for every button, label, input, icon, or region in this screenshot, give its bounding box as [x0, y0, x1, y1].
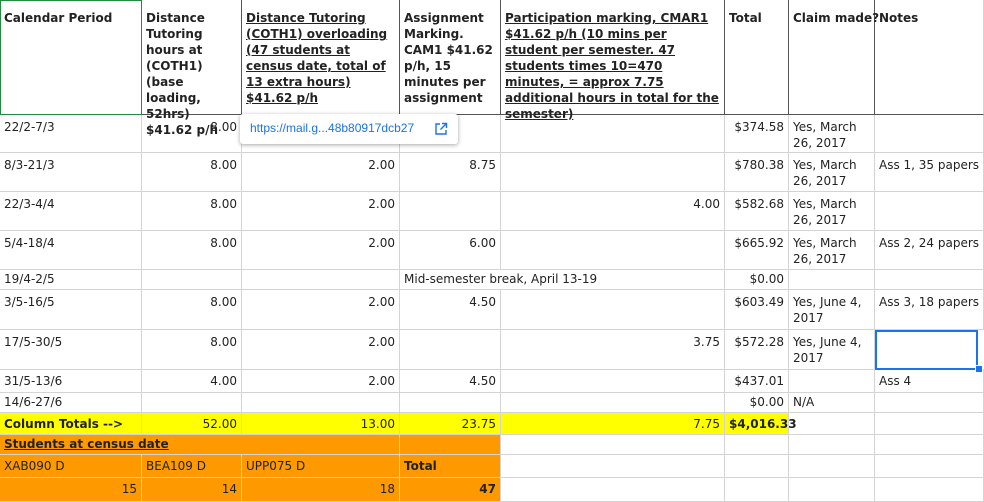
cell-period[interactable]: 22/3-4/4 — [0, 192, 142, 231]
census-empty[interactable] — [242, 435, 400, 455]
census-value-3[interactable]: 18 — [242, 478, 400, 502]
cell-claim[interactable]: Yes, March 26, 2017 — [789, 153, 875, 192]
cell-assign[interactable] — [400, 330, 501, 370]
totals-base[interactable]: 52.00 — [142, 413, 242, 435]
cell-base[interactable]: 8.00 — [142, 153, 242, 192]
census-value-1[interactable]: 15 — [0, 478, 142, 502]
cell-overload[interactable]: 2.00 — [242, 370, 400, 393]
cell-partic[interactable]: 3.75 — [501, 330, 725, 370]
selected-cell-notes[interactable] — [875, 330, 978, 370]
cell-partic[interactable] — [501, 370, 725, 393]
cell-notes[interactable]: Ass 2, 24 papers — [875, 231, 984, 270]
cell-total[interactable]: $0.00 — [725, 270, 789, 290]
cell-assign[interactable]: 6.00 — [400, 231, 501, 270]
cell-empty[interactable] — [789, 478, 875, 502]
link-preview-chip[interactable] — [240, 114, 458, 144]
cell-period[interactable]: 5/4-18/4 — [0, 231, 142, 270]
cell-overload[interactable]: 2.00 — [242, 290, 400, 330]
cell-claim[interactable]: Yes, June 4, 2017 — [789, 290, 875, 330]
cell-base[interactable]: 8.00 — [142, 115, 242, 153]
table-row — [0, 393, 984, 413]
census-title[interactable]: Students at census date — [0, 435, 242, 455]
cell-base[interactable]: 8.00 — [142, 330, 242, 370]
header-base-text: Distance Tutoring hours at (COTH1) (base loading, 52hrs) $41.62 p/h — [146, 11, 218, 137]
cell-total[interactable]: $780.38 — [725, 153, 789, 192]
cell-claim[interactable]: Yes, March 26, 2017 — [789, 231, 875, 270]
cell-empty[interactable] — [789, 435, 875, 455]
header-partic-text: Participation marking, CMAR1 $41.62 p/h (10 mins per student per semester. 47 students times 10=470 minutes, = approx 7.75 additional hours in total for the semester) — [505, 11, 719, 121]
cell-empty[interactable] — [789, 455, 875, 478]
census-values-row — [0, 478, 984, 502]
cell-notes[interactable] — [875, 115, 984, 153]
cell-empty[interactable] — [875, 478, 984, 502]
cell-assign[interactable] — [400, 192, 501, 231]
cell-total[interactable]: $437.01 — [725, 370, 789, 393]
cell-empty[interactable] — [501, 455, 725, 478]
census-title-row — [0, 435, 984, 455]
cell-empty[interactable] — [725, 435, 789, 455]
totals-row — [0, 413, 984, 435]
totals-assign[interactable]: 23.75 — [400, 413, 501, 435]
cell-base[interactable]: 8.00 — [142, 192, 242, 231]
cell-total[interactable]: $374.58 — [725, 115, 789, 153]
census-empty[interactable] — [400, 435, 501, 455]
cell-overflow — [978, 330, 984, 370]
cell-overload[interactable]: 2.00 — [242, 330, 400, 370]
cell-notes[interactable]: Ass 3, 18 papers — [875, 290, 984, 330]
cell-partic[interactable] — [501, 290, 725, 330]
cell-empty[interactable] — [501, 478, 725, 502]
cell-period[interactable]: 22/2-7/3 — [0, 115, 142, 153]
cell-empty[interactable] — [875, 455, 984, 478]
cell-partic[interactable] — [501, 270, 725, 290]
cell-claim[interactable]: Yes, March 26, 2017 — [789, 115, 875, 153]
cell-partic[interactable] — [501, 115, 725, 153]
cell-assign-break[interactable]: Mid-semester break, April 13-19 — [400, 270, 501, 290]
cell-notes[interactable]: Ass 4 — [875, 370, 984, 393]
census-value-2[interactable]: 14 — [142, 478, 242, 502]
census-header-row — [0, 455, 984, 478]
header-calendar-period[interactable] — [0, 0, 142, 115]
cell-total[interactable]: $0.00 — [725, 393, 789, 413]
header-claim-text: Claim made? — [793, 11, 880, 25]
cell-claim[interactable]: Yes, March 26, 2017 — [789, 192, 875, 231]
table-row — [0, 231, 984, 270]
cell-notes[interactable]: Ass 1, 35 papers — [875, 153, 984, 192]
table-row — [0, 290, 984, 330]
header-notes-text: Notes — [879, 11, 919, 25]
link-preview-url[interactable]: https://mail.g...48b80917dcb27 — [250, 121, 415, 135]
cell-partic[interactable] — [501, 393, 725, 413]
cell-partic[interactable] — [501, 153, 725, 192]
cell-base[interactable]: 4.00 — [142, 370, 242, 393]
cell-claim[interactable] — [789, 370, 875, 393]
cell-period[interactable]: 8/3-21/3 — [0, 153, 142, 192]
census-value-total[interactable]: 47 — [400, 478, 501, 502]
cell-period[interactable]: 19/4-2/5 — [0, 270, 142, 290]
totals-total[interactable]: $4,016.33 — [725, 413, 789, 435]
cell-assign[interactable]: 4.50 — [400, 370, 501, 393]
table-row — [0, 192, 984, 231]
cell-claim[interactable] — [789, 270, 875, 290]
census-total-label[interactable]: Total — [400, 455, 501, 478]
cell-assign[interactable] — [400, 393, 501, 413]
header-claim[interactable] — [789, 0, 880, 115]
header-notes[interactable] — [875, 0, 984, 115]
cell-partic[interactable] — [501, 231, 725, 270]
cell-assign[interactable]: 8.75 — [400, 153, 501, 192]
cell-overload[interactable] — [242, 270, 400, 290]
cell-period[interactable]: 17/5-30/5 — [0, 330, 142, 370]
header-period-text: Calendar Period — [4, 11, 113, 25]
cell-partic[interactable]: 4.00 — [501, 192, 725, 231]
cell-base[interactable]: 8.00 — [142, 231, 242, 270]
cell-period[interactable]: 3/5-16/5 — [0, 290, 142, 330]
cell-notes[interactable] — [875, 192, 984, 231]
cell-period[interactable]: 14/6-27/6 — [0, 393, 142, 413]
header-overload[interactable] — [242, 0, 400, 115]
cell-total[interactable]: $582.68 — [725, 192, 789, 231]
cell-claim[interactable]: N/A — [789, 393, 875, 413]
table-row — [0, 115, 984, 153]
census-course-3[interactable]: UPP075 D — [242, 455, 400, 478]
totals-label[interactable]: Column Totals --> — [0, 413, 142, 435]
header-assign-text: Assignment Marking. CAM1 $41.62 p/h, 15 minutes per assignment — [404, 11, 493, 105]
cell-period[interactable]: 31/5-13/6 — [0, 370, 142, 393]
cell-claim[interactable]: Yes, June 4, 2017 — [789, 330, 875, 370]
cell-overload[interactable]: 2.00 — [242, 192, 400, 231]
cell-empty[interactable] — [725, 478, 789, 502]
header-total[interactable] — [725, 0, 789, 115]
selection-fill-handle[interactable] — [975, 365, 983, 373]
cell-overload[interactable]: 2.00 — [242, 153, 400, 192]
cell-assign[interactable]: 4.50 — [400, 290, 501, 330]
cell-empty[interactable] — [875, 435, 984, 455]
table-row — [0, 370, 984, 393]
cell-empty[interactable] — [875, 413, 984, 435]
table-row — [0, 330, 984, 370]
cell-total[interactable]: $572.28 — [725, 330, 789, 370]
totals-partic[interactable]: 7.75 — [501, 413, 725, 435]
cell-notes[interactable] — [875, 270, 984, 290]
cell-total[interactable]: $665.92 — [725, 231, 789, 270]
header-participation[interactable] — [501, 0, 725, 121]
table-row — [0, 270, 984, 290]
totals-overload[interactable]: 13.00 — [242, 413, 400, 435]
table-row — [0, 153, 984, 192]
header-total-text: Total — [729, 11, 762, 25]
cell-base[interactable] — [142, 393, 242, 413]
cell-empty[interactable] — [725, 455, 789, 478]
cell-notes[interactable] — [875, 393, 984, 413]
census-course-1[interactable]: XAB090 D — [0, 455, 142, 478]
external-link-icon[interactable] — [434, 122, 448, 136]
cell-base[interactable] — [142, 270, 242, 290]
cell-empty[interactable] — [501, 435, 725, 455]
header-overload-text: Distance Tutoring (COTH1) overloading (47 students at census date, total of 13 extra hours) $41.62 p/h — [246, 11, 388, 105]
header-assignment[interactable] — [400, 0, 501, 115]
cell-base[interactable]: 8.00 — [142, 290, 242, 330]
cell-empty[interactable] — [789, 413, 875, 435]
census-course-2[interactable]: BEA109 D — [142, 455, 242, 478]
cell-overload[interactable]: 2.00 — [242, 231, 400, 270]
cell-overload[interactable] — [242, 393, 400, 413]
cell-total[interactable]: $603.49 — [725, 290, 789, 330]
